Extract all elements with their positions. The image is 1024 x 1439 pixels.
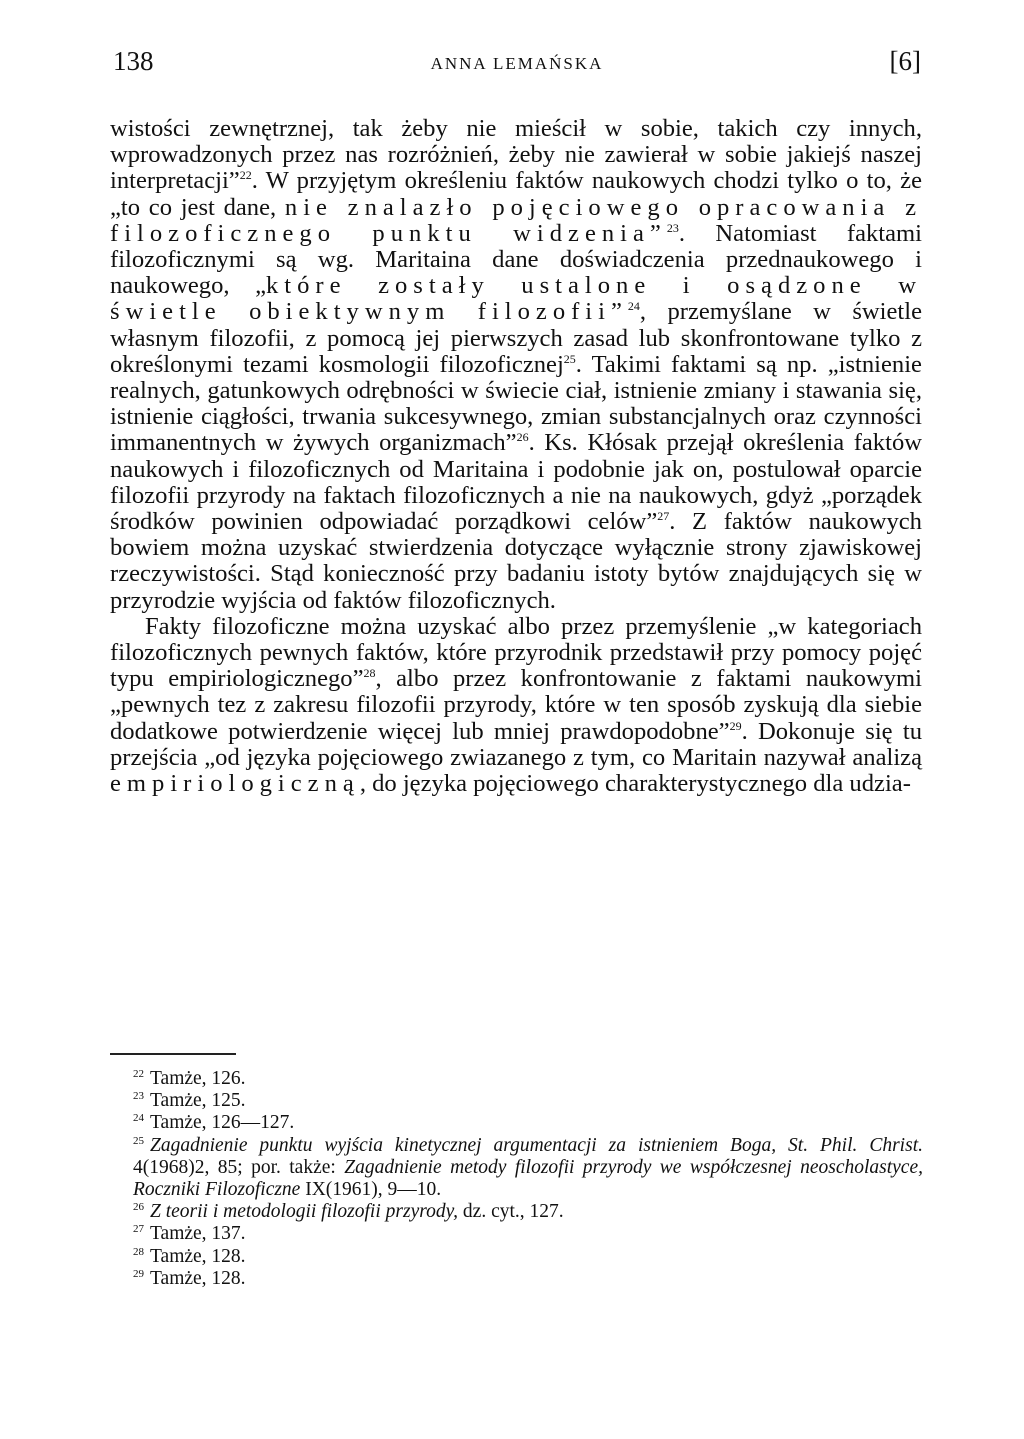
footnote-28 [133, 1246, 923, 1268]
footnote-29 [133, 1268, 923, 1290]
footnote-number: 28 [133, 1245, 144, 1258]
footnote-text: Tamże, 126—127. [150, 1112, 295, 1134]
text-run: , do języka pojęciowego charakterystycznego dla udzia- [359, 770, 911, 798]
footnote-text: Tamże, 126. [150, 1068, 246, 1089]
paragraph-2 [110, 614, 922, 797]
text-run: wistości zewnętrznej, tak żeby nie mieścił w sobie, takich czy innych, wprowadzonych przez nas rozróżnień, żeby nie zawierał w sobie jakiejś naszej interpretacji” [110, 115, 922, 195]
cited-title: Zagadnienie metody filozofii przyrody we współczesnej neoscholastyce, Roczniki Filozoficzne [133, 1156, 923, 1201]
footnote-text: dz. cyt., 127. [458, 1201, 564, 1223]
footnote-ref-25[interactable]: 25 [563, 351, 576, 366]
text-run: . W przyjętym określeniu faktów naukowych chodzi tylko o to, że „to co jest dane, [110, 167, 922, 221]
footnote-number: 29 [133, 1267, 144, 1280]
footnote-22 [133, 1068, 923, 1090]
footnote-number: 26 [133, 1201, 144, 1214]
footnote-text: Tamże, 125. [150, 1090, 246, 1112]
footnote-number: 22 [133, 1068, 144, 1080]
page-number: 138 [113, 46, 154, 76]
footnote-ref-28[interactable]: 28 [363, 666, 376, 681]
footnote-26 [133, 1201, 923, 1223]
cited-title: Zagadnienie punktu wyjścia kinetycznej argumentacji za istnieniem Boga, St. Phil. Christ. [150, 1134, 923, 1156]
text-run: . Ks. Kłósak przejął określenia faktów naukowych i filozoficznych od Maritaina i podobnie jak on, postulował oparcie filozofii przyrody na faktach filozoficznych a nie na naukowych, gdyż „porządek środków powinien odpowiadać porządkowi celów” [110, 429, 922, 536]
text-run: . Dokonuje się tu przejścia „od języka pojęciowego zwiazanego z tym, co Maritain nazywał analizą [110, 717, 922, 771]
cited-title: Z teorii i metodologii filozofii przyrody, [150, 1201, 459, 1223]
text-run: . Takimi faktami są np. „istnienie realnych, gatunkowych odrębności w świecie ciał, istnienie zmiany i stawania się, istnienie ciągłości, trwania sukcesywnego, zmian substancjalnych oraz czynności immanentnych w żywych organizmach” [110, 350, 922, 457]
footnotes [133, 1068, 923, 1290]
section-marker: [6] [889, 46, 921, 76]
footnote-number: 25 [133, 1134, 144, 1147]
footnote-ref-29[interactable]: 29 [729, 718, 742, 733]
footnote-23 [133, 1090, 923, 1112]
text-run: Fakty filozoficzne można uzyskać albo przez przemyślenie „w kategoriach filozoficznych pewnych faktów, które przyrodnik przedstawił przy pomocy pojęć typu empiriologicznego” [110, 612, 922, 693]
footnote-text: Tamże, 128. [150, 1267, 246, 1289]
text-run: . Z faktów naukowych bowiem można uzyskać stwierdzenia dotyczące wyłącznie strony zjawiskowej rzeczywistości. Stąd konieczność przy badaniu istoty bytów znajdujących się w przyrodzie wyjścia od faktów filozoficznych. [110, 508, 922, 614]
footnote-ref-24[interactable]: 24 [627, 299, 640, 314]
footnote-ref-27[interactable]: 27 [657, 509, 670, 524]
paragraph-1 [110, 116, 922, 614]
text-run: , albo przez konfrontowanie z faktami naukowymi „pewnych tez z zakresu filozofii przyrody, które w ten sposób zyskują dla siebie dodatkowe potwierdzenie więcej lub mniej prawdopodobne” [110, 665, 922, 745]
footnote-ref-26[interactable]: 26 [516, 430, 529, 445]
spaced-text: empiriologiczną [110, 770, 360, 798]
text-run: . Natomiast faktami filozoficznymi są wg. Maritaina dane doświadczenia przednaukowego i naukowego, „ [110, 219, 923, 300]
footnote-27 [133, 1223, 923, 1245]
footnote-divider [110, 1053, 236, 1055]
running-title: ANNA LEMAŃSKA [430, 54, 604, 73]
footnote-text: IX(1961), 9—10. [300, 1179, 442, 1201]
spaced-text: które zostały ustalone i osądzone w świetle obiektywnym filozofii” [110, 272, 923, 326]
footnote-text: Tamże, 128. [150, 1245, 246, 1267]
footnote-24 [133, 1112, 923, 1134]
footnote-25 [133, 1135, 923, 1202]
running-header [113, 46, 921, 86]
body-text [110, 116, 922, 797]
footnote-number: 27 [133, 1223, 144, 1236]
footnote-text: Tamże, 137. [150, 1223, 246, 1245]
footnote-ref-23[interactable]: 23 [666, 220, 679, 235]
footnote-number: 23 [133, 1090, 144, 1103]
footnote-number: 24 [133, 1112, 144, 1125]
text-run: , przemyślane w świetle własnym filozofii, z pomocą jej pierwszych zasad lub skonfrontowane tylko z określonymi tezami kosmologii filozoficznej [110, 298, 922, 378]
footnote-text: 4(1968)2, 85; por. także: [133, 1156, 345, 1178]
spaced-text: nie znalazło pojęciowego opracowania z filozoficznego punktu widzenia” [110, 193, 922, 247]
footnote-ref-22[interactable]: 22 [239, 168, 252, 183]
